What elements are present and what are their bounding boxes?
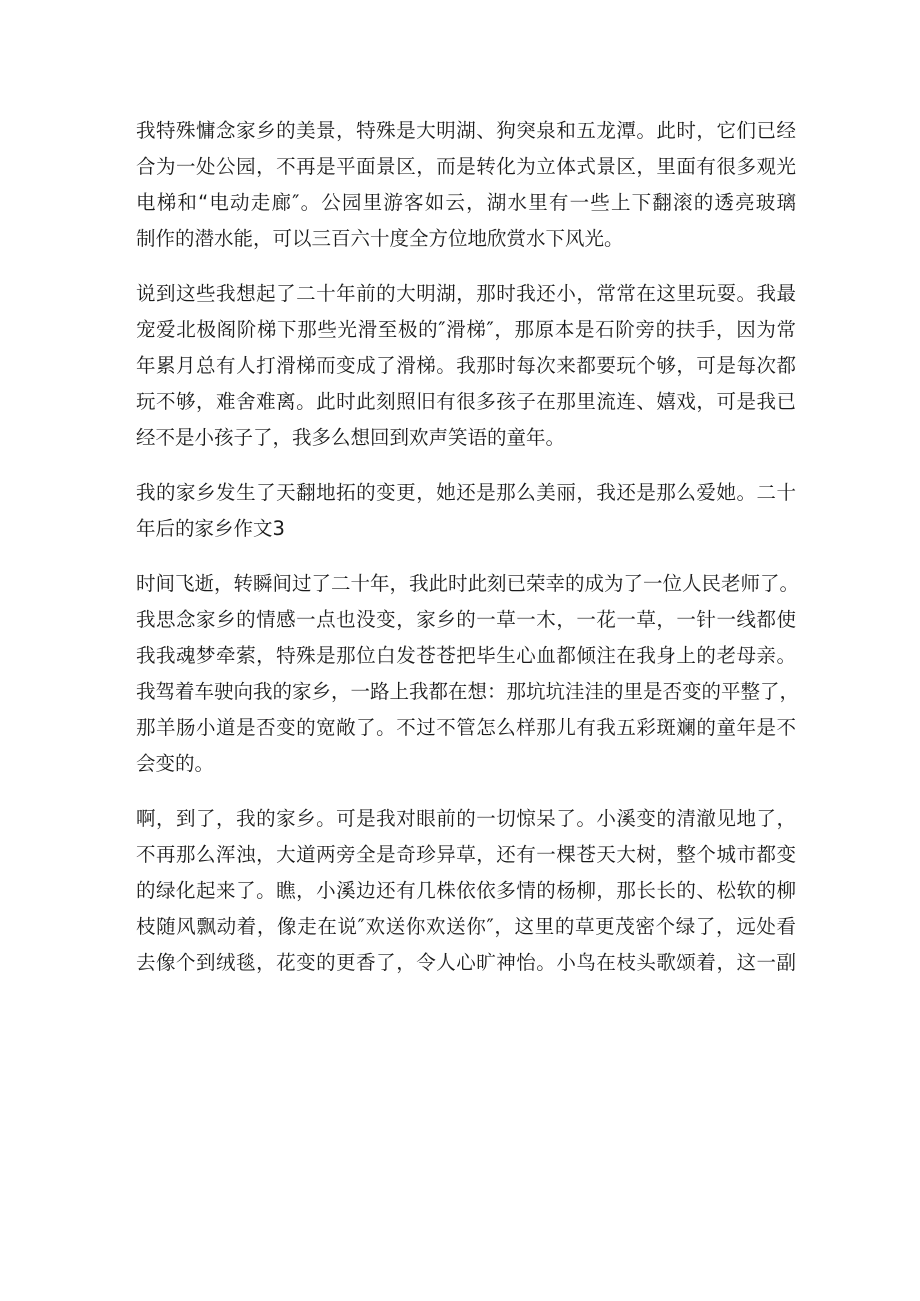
text-line: 说到这些我想起了二十年前的大明湖，那时我还小，常常在这里玩耍。我最 (136, 282, 796, 305)
text-line: 枝随风飘动着，像走在说″欢送你欢送你″，这里的草更茂密个绿了，远处看 (136, 915, 796, 938)
text-line: 不再那么浑浊，大道两旁全是奇珍异草，还有一棵苍天大树，整个城市都变 (136, 843, 796, 866)
text-line: 我特殊慵念家乡的美景，特殊是大明湖、狗突泉和五龙潭。此时，它们已经 (136, 119, 796, 142)
text-line: 制作的潜水能，可以三百六十度全方位地欣赏水下风光。 (136, 227, 624, 250)
text-line: 年后的家乡作文3 (136, 517, 285, 540)
paragraph (136, 276, 796, 456)
text-line: 那羊肠小道是否变的宽敞了。不过不管怎么样那儿有我五彩斑斓的童年是不 (136, 716, 796, 739)
text-line: 电梯和“电动走廊″。公园里游客如云，湖水里有一些上下翻滚的透亮玻璃 (136, 191, 796, 214)
paragraph (136, 566, 800, 782)
paragraph (136, 475, 796, 547)
text-line: 玩不够，难舍难离。此时此刻照旧有很多孩子在那里流连、嬉戏，可是我已 (136, 390, 796, 413)
text-line: 年累月总有人打滑梯而变成了滑梯。我那时每次来都要玩个够，可是每次都 (136, 354, 796, 377)
text-line: 我我魂梦牵萦，特殊是那位白发苍苍把毕生心血都倾注在我身上的老母亲。 (136, 644, 796, 667)
text-line: 我思念家乡的情感一点也没变，家乡的一草一木，一花一草，一针一线都使 (136, 608, 796, 631)
text-line: 宠爱北极阁阶梯下那些光滑至极的″滑梯″，那原本是石阶旁的扶手，因为常 (136, 318, 796, 341)
text-line: 啊，到了，我的家乡。可是我对眼前的一切惊呆了。小溪变的清澈见地了， (136, 807, 796, 830)
text-line: 我的家乡发生了天翻地拓的变更，她还是那么美丽，我还是那么爱她。二十 (136, 481, 796, 504)
paragraph (136, 113, 796, 257)
text-line: 去像个到绒毯，花变的更香了，令人心旷神怡。小鸟在枝头歌颂着，这一副 (136, 951, 796, 974)
text-line: 的绿化起来了。瞧，小溪边还有几株依依多情的杨柳，那长长的、松软的柳 (136, 879, 796, 902)
paragraph (136, 801, 796, 981)
text-line: 我驾着车驶向我的家乡，一路上我都在想：那坑坑洼洼的里是否变的平整了， (136, 680, 800, 703)
body-text (136, 113, 800, 1000)
text-line: 时间飞逝，转瞬间过了二十年，我此时此刻已荣幸的成为了一位人民老师了。 (136, 572, 800, 595)
text-line: 合为一处公园，不再是平面景区，而是转化为立体式景区，里面有很多观光 (136, 155, 796, 178)
text-line: 会变的。 (136, 752, 215, 775)
text-line: 经不是小孩子了，我多么想回到欢声笑语的童年。 (136, 426, 566, 449)
